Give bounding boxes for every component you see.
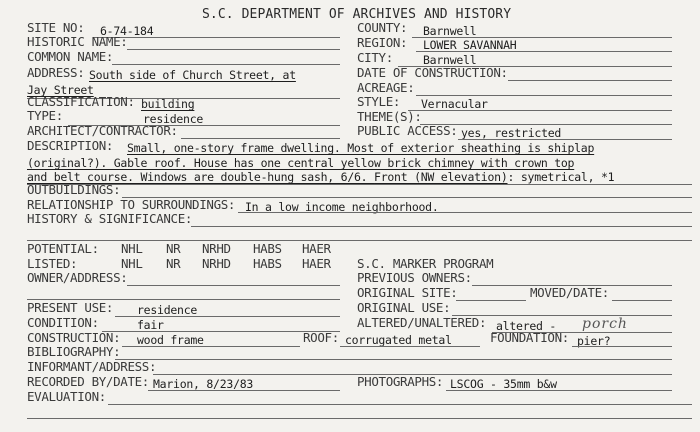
style-label: STYLE: <box>357 94 401 109</box>
public-access-label: PUBLIC ACCESS: <box>357 123 458 138</box>
common-name-label: COMMON NAME: <box>27 49 114 64</box>
public-access-line <box>458 139 672 140</box>
evaluation-label: EVALUATION: <box>27 389 106 404</box>
city-value: Barnwell <box>423 53 477 67</box>
region-value: LOWER SAVANNAH <box>423 38 517 52</box>
address-label: ADDRESS: <box>27 65 85 80</box>
original-use-label: ORIGINAL USE: <box>357 300 451 315</box>
potential-haer: HAER <box>302 241 331 256</box>
construction-value: wood frame <box>137 333 204 347</box>
description-line-2: (original?). Gable roof. House has one central yellow brick chimney with crown top <box>27 156 575 170</box>
style-value: Vernacular <box>421 97 488 111</box>
site-no-value: 6-74-184 <box>100 24 154 38</box>
type-label: TYPE: <box>27 108 63 123</box>
description-line-3c: : symetrical, *1 <box>507 170 615 184</box>
condition-label: CONDITION: <box>27 315 99 330</box>
photographs-line <box>446 390 672 391</box>
recorded-by-line <box>148 390 340 391</box>
address-value-2: Jay Street <box>27 83 94 97</box>
evaluation-line <box>108 404 692 405</box>
relationship-value: In a low income neighborhood. <box>245 200 439 214</box>
date-construction-label: DATE OF CONSTRUCTION: <box>357 65 508 80</box>
condition-value: fair <box>137 318 164 332</box>
description-line-1: Small, one-story frame dwelling. Most of exterior sheathing is shiplap <box>127 141 595 155</box>
architect-label: ARCHITECT/CONTRACTOR: <box>27 123 178 138</box>
outbuildings-label: OUTBUILDINGS: <box>27 182 121 197</box>
original-site-label: ORIGINAL SITE: <box>357 285 458 300</box>
construction-line <box>122 346 300 347</box>
relationship-line <box>238 212 692 213</box>
site-no-label: SITE NO: <box>27 20 85 35</box>
altered-label: ALTERED/UNALTERED: <box>357 315 487 330</box>
owner-address-label: OWNER/ADDRESS: <box>27 270 128 285</box>
style-line <box>408 110 672 111</box>
themes-line <box>420 124 672 125</box>
description-line-3a: and belt course. Windows are double-hung sash, 6/6. <box>27 170 375 184</box>
foundation-line <box>572 346 672 347</box>
roof-label: ROOF: <box>303 330 339 345</box>
bibliography-label: BIBLIOGRAPHY: <box>27 344 121 359</box>
history-line <box>191 226 692 227</box>
construction-label: CONSTRUCTION: <box>27 330 121 345</box>
relationship-label: RELATIONSHIP TO SURROUNDINGS: <box>27 197 236 212</box>
moved-date-label: MOVED/DATE: <box>530 285 609 300</box>
roof-value: corrugated metal <box>345 333 452 347</box>
potential-habs: HABS <box>253 241 282 256</box>
bibliography-line <box>115 359 672 360</box>
form-title: S.C. DEPARTMENT OF ARCHIVES AND HISTORY <box>202 7 512 22</box>
potential-nhl: NHL <box>121 241 143 256</box>
region-line <box>416 51 672 52</box>
common-name-line <box>112 64 340 65</box>
classification-value: building <box>141 97 195 111</box>
acreage-label: ACREAGE: <box>357 80 415 95</box>
region-label: REGION: <box>357 35 408 50</box>
recorded-by-value: Marion, 8/23/83 <box>153 377 254 391</box>
listed-nrhd: NRHD <box>202 256 231 271</box>
description-line-3-rule <box>27 184 692 185</box>
listed-habs: HABS <box>253 256 282 271</box>
historic-name-label: HISTORIC NAME: <box>27 34 128 49</box>
county-value: Barnwell <box>423 24 477 38</box>
city-label: CITY: <box>357 50 393 65</box>
present-use-label: PRESENT USE: <box>27 300 114 315</box>
address-value-1: South side of Church Street, at <box>89 68 296 82</box>
type-value: residence <box>143 112 204 126</box>
roof-line <box>340 346 480 347</box>
informant-label: INFORMANT/ADDRESS: <box>27 359 157 374</box>
site-no-line <box>93 37 340 38</box>
classification-label: CLASSIFICATION: <box>27 94 135 109</box>
owner-address-line-1 <box>127 285 340 286</box>
public-access-value: yes, restricted <box>461 126 562 140</box>
previous-owners-label: PREVIOUS OWNERS: <box>357 270 472 285</box>
recorded-by-label: RECORDED BY/DATE: <box>27 374 149 389</box>
architect-line <box>181 138 340 139</box>
county-label: COUNTY: <box>357 20 408 35</box>
present-use-value: residence <box>137 303 198 317</box>
potential-label: POTENTIAL: <box>27 241 99 256</box>
potential-nrhd: NRHD <box>202 241 231 256</box>
listed-label: LISTED: <box>27 256 78 271</box>
photographs-value: LSCOG - 35mm b&w <box>450 377 557 391</box>
photographs-label: PHOTOGRAPHS: <box>357 374 444 389</box>
potential-nr: NR <box>166 241 181 256</box>
listed-haer: HAER <box>302 256 331 271</box>
original-site-line <box>456 300 526 301</box>
altered-value: altered - <box>496 319 557 333</box>
history-label: HISTORY & SIGNIFICANCE: <box>27 211 193 226</box>
description-line-3b: Front (NW elevation) <box>374 170 508 184</box>
altered-handwritten-note: porch <box>582 316 628 332</box>
moved-date-line <box>612 300 672 301</box>
present-use-line <box>115 316 340 317</box>
historic-name-line <box>127 49 340 50</box>
marker-program-label: S.C. MARKER PROGRAM <box>357 256 494 271</box>
listed-nr: NR <box>166 256 181 271</box>
themes-label: THEME(S): <box>357 109 422 124</box>
description-label: DESCRIPTION: <box>27 138 114 153</box>
foundation-label: FOUNDATION: <box>490 330 569 345</box>
evaluation-extra-line <box>27 418 692 419</box>
listed-nhl: NHL <box>121 256 143 271</box>
acreage-line <box>416 95 672 96</box>
foundation-value: pier? <box>577 334 611 348</box>
date-construction-line <box>508 80 672 81</box>
